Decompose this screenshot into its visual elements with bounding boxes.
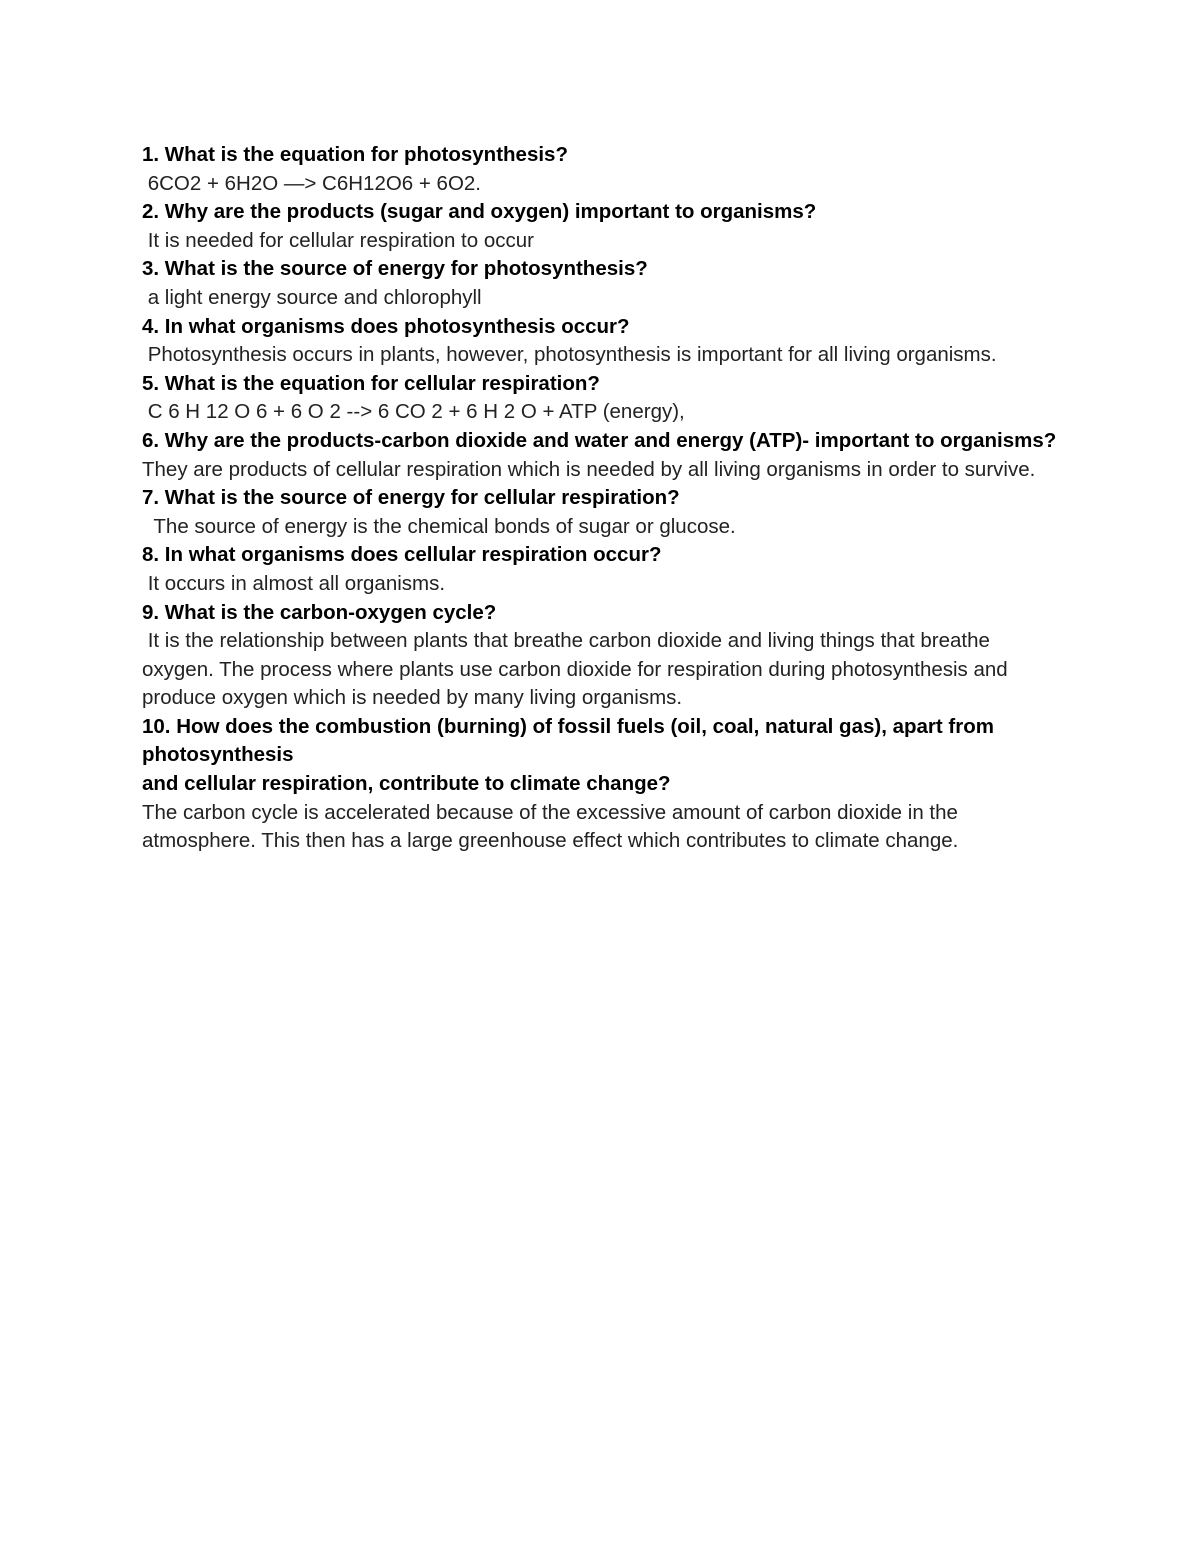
- answer-5: C 6 H 12 O 6 + 6 O 2 --> 6 CO 2 + 6 H 2 O + ATP (energy),: [142, 400, 685, 424]
- qa-item-4: [142, 313, 1057, 370]
- qa-item-3: [142, 255, 1057, 312]
- answer-1: 6CO2 + 6H2O —> C6H12O6 + 6O2.: [142, 171, 481, 195]
- answer-7: The source of energy is the chemical bonds of sugar or glucose.: [142, 514, 736, 538]
- question-10-line-2: and cellular respiration, contribute to climate change?: [142, 772, 671, 796]
- qa-item-1: [142, 141, 1057, 198]
- qa-item-5: [142, 370, 1057, 427]
- question-3: 3. What is the source of energy for photosynthesis?: [142, 257, 648, 281]
- question-8: 8. In what organisms does cellular respiration occur?: [142, 543, 662, 567]
- qa-item-7: [142, 484, 1057, 541]
- qa-item-10: [142, 713, 1057, 856]
- question-10: 10. How does the combustion (burning) of fossil fuels (oil, coal, natural gas), apart from photosynthesis: [142, 714, 994, 767]
- question-7: 7. What is the source of energy for cellular respiration?: [142, 486, 680, 510]
- qa-item-9: [142, 599, 1057, 713]
- question-6: 6. Why are the products-carbon dioxide and water and energy (ATP)- important to organisms?: [142, 428, 1057, 452]
- document-body: [142, 141, 1057, 856]
- answer-9: It is the relationship between plants that breathe carbon dioxide and living things that breathe oxygen. The process where plants use carbon dioxide for respiration during photosynthesis and produce oxygen which is needed by many living organisms.: [142, 629, 1014, 710]
- answer-8: It occurs in almost all organisms.: [142, 571, 446, 595]
- answer-3: a light energy source and chlorophyll: [142, 285, 482, 309]
- question-9: 9. What is the carbon-oxygen cycle?: [142, 600, 497, 624]
- answer-2: It is needed for cellular respiration to occur: [142, 228, 534, 252]
- question-4: 4. In what organisms does photosynthesis occur?: [142, 314, 630, 338]
- qa-item-2: [142, 198, 1057, 255]
- question-1: 1. What is the equation for photosynthesis?: [142, 143, 568, 166]
- qa-item-6: [142, 427, 1057, 484]
- question-2: 2. Why are the products (sugar and oxygen) important to organisms?: [142, 200, 817, 224]
- question-5: 5. What is the equation for cellular respiration?: [142, 371, 600, 395]
- answer-6: They are products of cellular respiration which is needed by all living organisms in order to survive.: [142, 457, 1036, 481]
- answer-4: Photosynthesis occurs in plants, however, photosynthesis is important for all living organisms.: [142, 343, 997, 367]
- answer-10: The carbon cycle is accelerated because of the excessive amount of carbon dioxide in the atmosphere. This then has a large greenhouse effect which contributes to climate change.: [142, 800, 964, 853]
- qa-item-8: [142, 541, 1057, 598]
